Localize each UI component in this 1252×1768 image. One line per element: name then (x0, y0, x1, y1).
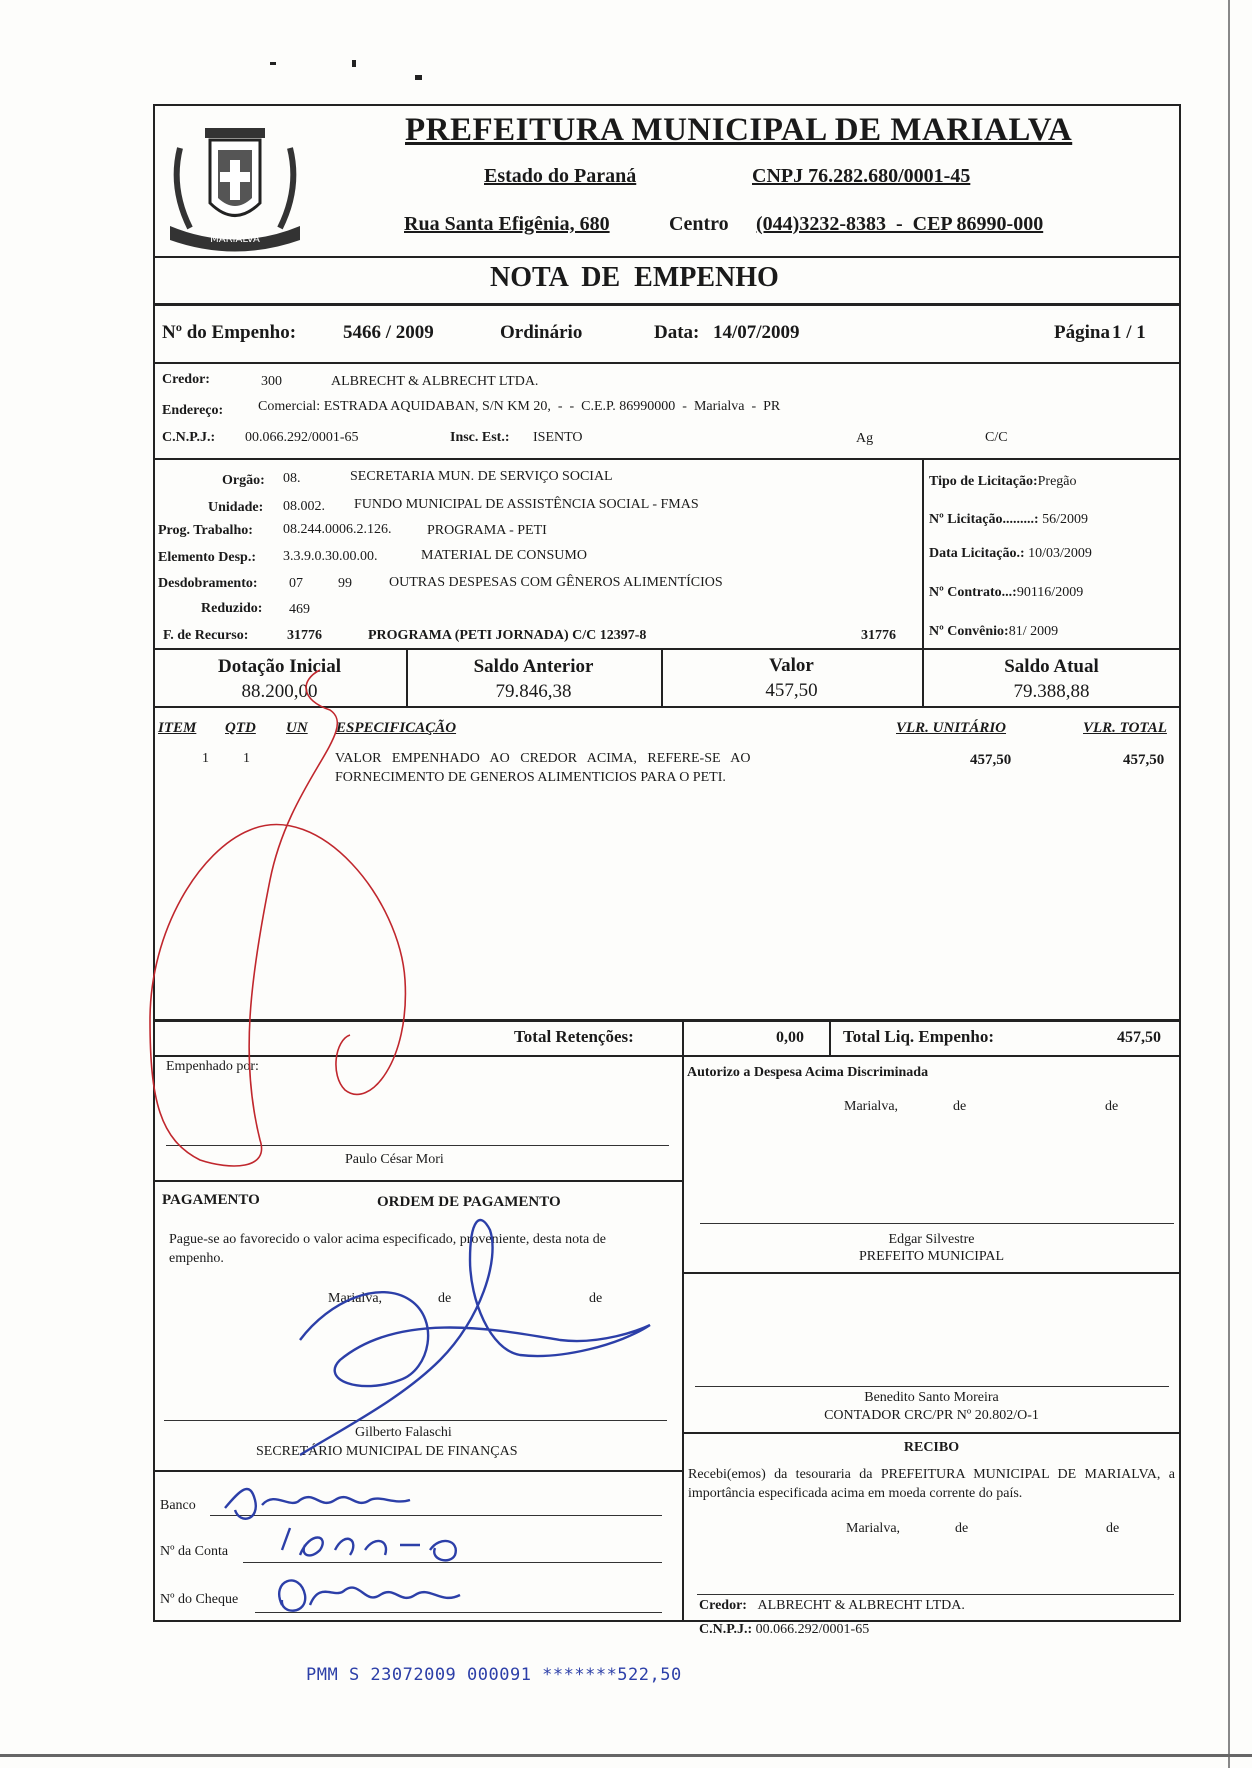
insc-value: ISENTO (533, 430, 583, 445)
item-spec-line1: VALOR EMPENHADO AO CREDOR ACIMA, REFERE-SE AO (335, 751, 751, 766)
red-signature-ink (150, 670, 405, 1166)
recibo-credor-label: Credor: (699, 1598, 747, 1613)
credor-cnpj: 00.066.292/0001-65 (245, 430, 359, 445)
payment-stamp: PMM S 23072009 000091 *******522,50 (306, 1665, 682, 1685)
col-unit-header: VLR. UNITÁRIO (896, 720, 1007, 736)
desdobramento-name: OUTRAS DESPESAS COM GÊNEROS ALIMENTÍCIOS (389, 575, 723, 590)
recibo-city: Marialva, (846, 1521, 901, 1536)
col-total-header: VLR. TOTAL (1083, 720, 1167, 736)
recibo-title: RECIBO (903, 1440, 960, 1455)
autorizo-title: Autorizo a Despesa Acima Discriminada (687, 1065, 929, 1080)
recurso-label: F. de Recurso: (163, 628, 249, 643)
desdobramento-label: Desdobramento: (158, 576, 258, 591)
credor-address: Comercial: ESTRADA AQUIDABAN, S/N KM 20, - - C.E.P. 86990000 - Marialva - PR (258, 399, 781, 414)
recibo-de1: de (955, 1521, 969, 1536)
recibo-cnpj-value: 00.066.292/0001-65 (755, 1622, 870, 1637)
valor-label: Valor (769, 655, 814, 676)
cc-label: C/C (985, 430, 1008, 445)
recibo-credor-value: ALBRECHT & ALBRECHT LTDA. (757, 1598, 965, 1613)
licitacao-contrato-value: 90116/2009 (1016, 585, 1084, 600)
contador-role: CONTADOR CRC/PR Nº 20.802/O-1 (824, 1408, 1039, 1423)
autorizo-signer: Edgar Silvestre (888, 1232, 975, 1247)
conta-label: Nº da Conta (160, 1544, 229, 1559)
unidade-name: FUNDO MUNICIPAL DE ASSISTÊNCIA SOCIAL - FMAS (354, 497, 699, 512)
banco-handwriting (225, 1489, 410, 1519)
valor-value: 457,50 (765, 680, 818, 701)
recurso-code2: 31776 (861, 628, 896, 643)
orgao-code: 08. (283, 471, 301, 486)
col-item-header: ITEM (158, 720, 197, 736)
recurso-name: PROGRAMA (PETI JORNADA) C/C 12397-8 (368, 628, 647, 643)
item-spec-line2: FORNECIMENTO DE GENEROS ALIMENTICIOS PARA O PETI. (335, 770, 726, 785)
insc-label: Insc. Est.: (450, 430, 510, 445)
autorizo-role: PREFEITO MUNICIPAL (858, 1249, 1005, 1264)
elemento-code: 3.3.9.0.30.00.00. (283, 549, 378, 564)
autorizo-de2: de (1105, 1099, 1119, 1114)
pagamento-title: PAGAMENTO (162, 1192, 260, 1208)
header-address: Rua Santa Efigênia, 680 (404, 213, 610, 235)
page-title: PREFEITURA MUNICIPAL DE MARIALVA (405, 112, 1073, 148)
empenhado-label: Empenhado por: (166, 1059, 259, 1074)
item-total-value: 457,50 (1123, 752, 1165, 768)
blue-signature-ink (300, 1220, 650, 1455)
liq-empenho-value: 457,50 (1117, 1029, 1161, 1046)
empenho-label: Nº do Empenho: (162, 322, 297, 343)
recibo-text: Recebi(emos) da tesouraria da PREFEITURA MUNICIPAL DE MARIALVA, a importância especificada acima em moeda corrente do país. (688, 1467, 1175, 1501)
liq-empenho-label: Total Liq. Empenho: (843, 1027, 994, 1046)
item-unit-value: 457,50 (970, 752, 1012, 768)
licitacao-data-value: 10/03/2009 (1028, 546, 1092, 561)
orgao-name: SECRETARIA MUN. DE SERVIÇO SOCIAL (350, 469, 613, 484)
credor-name: ALBRECHT & ALBRECHT LTDA. (331, 374, 539, 389)
reduzido-label: Reduzido: (201, 601, 263, 616)
licitacao-numero-value: 56/2009 (1042, 512, 1088, 527)
autorizo-city: Marialva, (844, 1099, 899, 1114)
page-number: 1 / 1 (1112, 322, 1146, 343)
crest-banner-text: MARIALVA (210, 234, 260, 245)
unidade-label: Unidade: (208, 500, 264, 515)
licitacao-contrato-label: Nº Contrato...: (929, 585, 1017, 600)
licitacao-convenio-value: 81/ 2009 (1008, 624, 1059, 639)
ag-label: Ag (856, 431, 874, 446)
state-label: Estado do Paraná (484, 165, 637, 187)
prog-code: 08.244.0006.2.126. (283, 522, 392, 537)
cheque-handwriting (279, 1581, 460, 1611)
retencoes-label: Total Retenções: (514, 1027, 634, 1046)
cnpj-label: C.N.P.J.: (162, 430, 216, 445)
prog-name: PROGRAMA - PETI (427, 523, 547, 538)
contador-signer: Benedito Santo Moreira (864, 1390, 999, 1405)
pagamento-city: Marialva, (328, 1291, 383, 1306)
ordem-pagamento-title: ORDEM DE PAGAMENTO (377, 1194, 561, 1210)
pagamento-signer: Gilberto Falaschi (355, 1425, 452, 1440)
recibo-de2: de (1106, 1521, 1120, 1536)
autorizo-de1: de (953, 1099, 967, 1114)
pagamento-text: Pague-se ao favorecido o valor acima especificado, proveniente, desta nota de empenho. (169, 1232, 606, 1266)
licitacao-tipo-value: Pregão (1037, 474, 1077, 489)
desdobramento-code1: 07 (289, 576, 303, 591)
recibo-cnpj-label: C.N.P.J.: (699, 1622, 753, 1637)
reduzido-value: 469 (289, 602, 310, 617)
col-un-header: UN (286, 720, 308, 736)
elemento-name: MATERIAL DE CONSUMO (421, 548, 587, 563)
banco-label: Banco (160, 1498, 196, 1513)
cheque-label: Nº do Cheque (160, 1592, 239, 1607)
saldo-atual-label: Saldo Atual (1004, 656, 1099, 677)
desdobramento-code2: 99 (338, 576, 352, 591)
col-spec-header: ESPECIFICAÇÃO (336, 720, 457, 736)
doc-title: NOTA DE EMPENHO (490, 262, 779, 293)
header-phone-cep: (044)3232-8383 - CEP 86990-000 (756, 213, 1044, 235)
empenhado-signer: Paulo César Mori (345, 1152, 444, 1167)
pagamento-role: SECRETÁRIO MUNICIPAL DE FINANÇAS (256, 1444, 518, 1459)
licitacao-numero-label: Nº Licitação.........: (929, 512, 1039, 527)
dotacao-inicial-value: 88.200,00 (241, 681, 318, 702)
licitacao-data-label: Data Licitação.: (929, 546, 1025, 561)
licitacao-convenio-label: Nº Convênio: (929, 624, 1009, 639)
col-qtd-header: QTD (225, 720, 256, 736)
elemento-label: Elemento Desp.: (158, 550, 256, 565)
saldo-anterior-value: 79.846,38 (495, 681, 572, 702)
recurso-code: 31776 (287, 628, 322, 643)
orgao-label: Orgão: (222, 473, 265, 488)
credor-code: 300 (261, 374, 282, 389)
saldo-anterior-label: Saldo Anterior (473, 656, 594, 677)
licitacao-tipo-label: Tipo de Licitação: (929, 474, 1038, 489)
retencoes-value: 0,00 (776, 1029, 804, 1046)
empenho-number: 5466 / 2009 (343, 322, 434, 343)
pagamento-de1: de (438, 1291, 452, 1306)
dotacao-inicial-label: Dotação Inicial (218, 656, 341, 677)
empenho-date: 14/07/2009 (713, 322, 800, 343)
header-cnpj: CNPJ 76.282.680/0001-45 (752, 165, 971, 187)
credor-label: Credor: (162, 372, 210, 387)
saldo-atual-value: 79.388,88 (1013, 681, 1090, 702)
prog-label: Prog. Trabalho: (158, 523, 253, 538)
endereco-label: Endereço: (162, 403, 224, 418)
page-label: Página (1054, 322, 1110, 343)
conta-handwriting (282, 1528, 456, 1560)
date-label: Data: (654, 322, 700, 343)
empenho-type: Ordinário (500, 322, 583, 343)
pagamento-de2: de (589, 1291, 603, 1306)
unidade-code: 08.002. (283, 499, 325, 514)
header-district: Centro (669, 213, 729, 235)
item-number: 1 (202, 751, 209, 766)
item-qtd: 1 (243, 751, 250, 766)
